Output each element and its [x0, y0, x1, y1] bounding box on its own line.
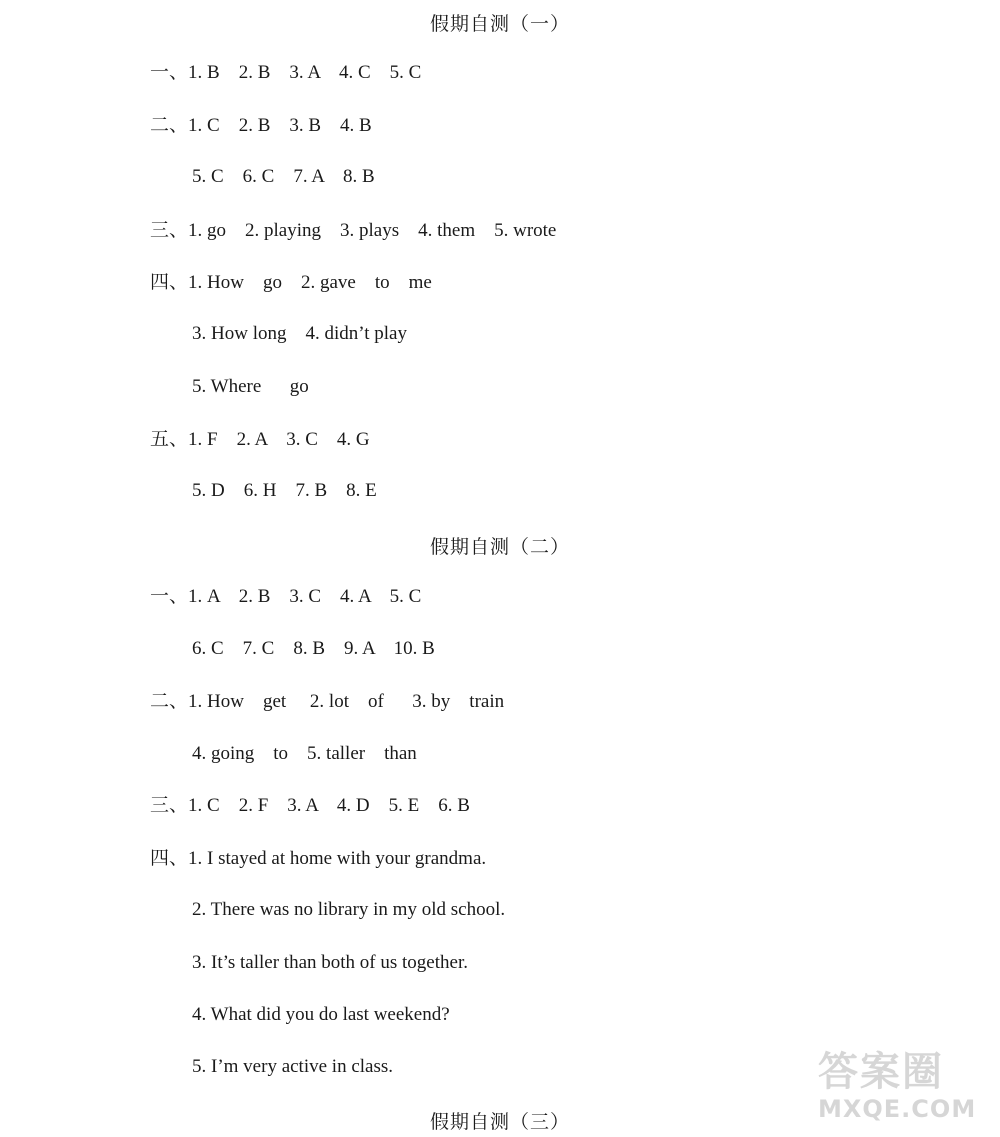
answer-line: 3. How long 4. didn’t play: [192, 323, 407, 344]
section-2-title: 假期自测（二）: [429, 536, 570, 558]
watermark-logo: [818, 1040, 998, 1137]
answer-line: 二、1. C 2. B 3. B 4. B: [150, 114, 372, 136]
answer-line: 5. Where go: [192, 376, 309, 397]
answer-line: 一、1. A 2. B 3. C 4. A 5. C: [150, 585, 422, 607]
answer-line: 五、1. F 2. A 3. C 4. G: [150, 428, 370, 450]
answer-line: 5. D 6. H 7. B 8. E: [192, 480, 377, 501]
answer-line: 6. C 7. C 8. B 9. A 10. B: [192, 638, 435, 659]
answer-line: 4. going to 5. taller than: [192, 743, 417, 764]
answer-line: 一、1. B 2. B 3. A 4. C 5. C: [150, 61, 422, 83]
watermark-bottom: MXQE.COM: [818, 1095, 977, 1123]
answer-line: 2. There was no library in my old school.: [192, 899, 506, 920]
answer-line: 4. What did you do last weekend?: [192, 1004, 450, 1025]
answer-line: 四、1. How go 2. gave to me: [150, 271, 432, 293]
answer-line: 四、1. I stayed at home with your grandma.: [150, 847, 487, 869]
section-3-title: 假期自测（三）: [429, 1111, 570, 1133]
answer-line: 5. I’m very active in class.: [192, 1056, 394, 1077]
watermark-top: 答案圈: [818, 1049, 944, 1095]
answer-line: 5. C 6. C 7. A 8. B: [192, 166, 375, 187]
section-1-title: 假期自测（一）: [429, 13, 570, 35]
answer-line: 三、1. go 2. playing 3. plays 4. them 5. wrote: [150, 219, 557, 241]
answer-line: 二、1. How get 2. lot of 3. by train: [150, 690, 505, 712]
answer-line: 3. It’s taller than both of us together.: [192, 952, 468, 973]
answer-line: 三、1. C 2. F 3. A 4. D 5. E 6. B: [150, 794, 470, 816]
